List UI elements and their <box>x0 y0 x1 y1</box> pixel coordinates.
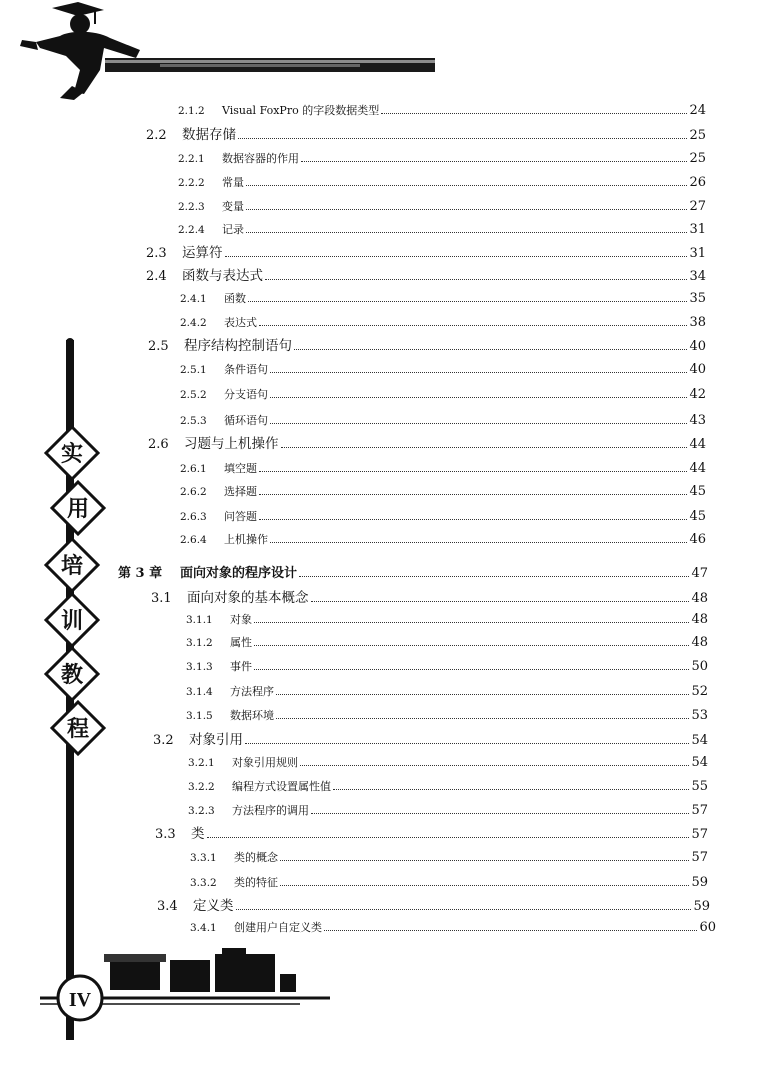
toc-num: 2.4.2 <box>180 317 207 329</box>
toc-page: 31 <box>689 222 706 237</box>
toc-num: 第 3 章 <box>118 566 163 581</box>
toc-title: 数据容器的作用 <box>222 152 299 165</box>
toc-page: 54 <box>691 733 708 748</box>
toc-title: 程序结构控制语句 <box>184 338 292 354</box>
toc-page: 48 <box>691 591 708 606</box>
toc-page: 45 <box>689 509 706 524</box>
toc-num: 2.4.1 <box>180 293 207 305</box>
toc-num: 3.1.3 <box>186 661 213 673</box>
toc-page: 48 <box>691 635 708 650</box>
toc-num: 2.6.4 <box>180 534 207 546</box>
toc-page: 54 <box>691 755 708 770</box>
toc-title: 习题与上机操作 <box>184 436 279 452</box>
toc-page: 38 <box>689 315 706 330</box>
toc-title: 面向对象的程序设计 <box>180 566 298 581</box>
page-number: IV <box>68 989 92 1011</box>
toc-entry-3-3 <box>155 824 708 844</box>
graduate-figure-icon <box>20 2 140 100</box>
toc-num: 2.5.3 <box>180 415 207 427</box>
toc-leader <box>280 885 689 886</box>
toc-page: 40 <box>689 339 706 354</box>
toc-leader <box>270 423 687 424</box>
toc-entry-2-6-1 <box>180 459 706 479</box>
toc-leader <box>281 447 688 448</box>
toc-entry-chapter-3 <box>118 564 708 584</box>
toc-page: 44 <box>689 437 706 452</box>
toc-leader <box>238 138 687 139</box>
toc-leader <box>280 860 689 861</box>
side-title-char-tile <box>46 594 98 646</box>
toc-num: 2.5 <box>148 339 169 354</box>
toc-num: 2.6.3 <box>180 511 207 523</box>
toc-title: 函数 <box>224 292 246 305</box>
toc-entry-3-1-3 <box>186 657 708 677</box>
toc-num: 3.2.2 <box>188 781 215 793</box>
toc-num: 2.2 <box>146 128 167 143</box>
toc-num: 3.1.4 <box>186 686 213 698</box>
toc-page: 55 <box>691 779 708 794</box>
toc-entry-2-2-3 <box>178 197 706 217</box>
toc-page: 52 <box>691 684 708 699</box>
toc-entry-3-2-1 <box>188 753 708 773</box>
bottom-decoration <box>40 940 340 1030</box>
toc-title: 填空题 <box>224 462 257 475</box>
toc-num: 3.1 <box>151 591 172 606</box>
header-banner <box>0 0 759 100</box>
toc-title: 常量 <box>222 176 244 189</box>
toc-entry-3-3-2 <box>190 873 708 893</box>
toc-entry-2-4-2 <box>180 313 706 333</box>
toc-page: 35 <box>689 291 706 306</box>
toc-leader <box>270 372 687 373</box>
toc-title: Visual FoxPro 的字段数据类型 <box>222 104 380 117</box>
toc-leader <box>246 185 687 186</box>
toc-title: 上机操作 <box>224 533 268 546</box>
toc-entry-2-1-2 <box>178 101 706 121</box>
toc-num: 2.2.2 <box>178 177 205 189</box>
toc-entry-2-2-1 <box>178 149 706 169</box>
toc-leader <box>276 718 689 719</box>
toc-page: 50 <box>691 659 708 674</box>
toc-page: 25 <box>689 151 706 166</box>
toc-entry-3-3-1 <box>190 848 708 868</box>
toc-title: 数据环境 <box>230 709 274 722</box>
side-title-char: 实 <box>60 442 84 467</box>
toc-title: 事件 <box>230 660 252 673</box>
toc-entry-3-1-1 <box>186 610 708 630</box>
toc-title: 表达式 <box>224 316 257 329</box>
side-title-char-tile <box>52 482 104 534</box>
toc-title: 类的概念 <box>234 851 278 864</box>
toc-leader <box>311 601 690 602</box>
toc-title: 对象引用规则 <box>232 756 298 769</box>
toc-title: 类的特征 <box>234 876 278 889</box>
toc-num: 3.1.5 <box>186 710 213 722</box>
toc-leader <box>259 494 687 495</box>
toc-title: 变量 <box>222 200 244 213</box>
toc-entry-2-5-1 <box>180 360 706 380</box>
toc-num: 2.4 <box>146 269 167 284</box>
toc-title: 问答题 <box>224 510 257 523</box>
toc-num: 3.1.2 <box>186 637 213 649</box>
toc-num: 2.6.1 <box>180 463 207 475</box>
toc-page: 31 <box>689 246 706 261</box>
side-title-char-tile <box>46 427 98 479</box>
halftone-pattern <box>300 28 430 58</box>
toc-leader <box>265 279 687 280</box>
toc-page: 47 <box>691 566 708 581</box>
toc-entry-2-2 <box>146 125 706 145</box>
toc-num: 2.3 <box>146 246 167 261</box>
toc-leader <box>324 930 697 931</box>
toc-page: 48 <box>691 612 708 627</box>
toc-page: 26 <box>689 175 706 190</box>
toc-leader <box>254 645 689 646</box>
toc-num: 3.3.2 <box>190 877 217 889</box>
toc-page: 43 <box>689 413 706 428</box>
toc-title: 分支语句 <box>224 388 268 401</box>
toc-leader <box>225 256 688 257</box>
toc-page: 57 <box>691 827 708 842</box>
toc-num: 3.4 <box>157 899 178 914</box>
toc-title: 对象 <box>230 613 252 626</box>
toc-page: 46 <box>689 532 706 547</box>
toc-entry-2-2-4 <box>178 220 706 240</box>
toc-entry-2-3 <box>146 243 706 263</box>
toc-num: 3.3.1 <box>190 852 217 864</box>
toc-entry-2-4-1 <box>180 289 706 309</box>
side-title-char: 程 <box>66 717 90 742</box>
toc-leader <box>301 161 687 162</box>
toc-page: 42 <box>689 387 706 402</box>
toc-leader <box>270 397 687 398</box>
toc-page: 25 <box>689 128 706 143</box>
toc-title: 编程方式设置属性值 <box>232 780 331 793</box>
toc-title: 方法程序 <box>230 685 274 698</box>
toc-title: 条件语句 <box>224 363 268 376</box>
toc-num: 3.4.1 <box>190 922 217 934</box>
toc-entry-2-5 <box>148 336 706 356</box>
toc-entry-2-6-4 <box>180 530 706 550</box>
toc-page: 53 <box>691 708 708 723</box>
toc-entry-3-1-4 <box>186 682 708 702</box>
toc-entry-2-5-3 <box>180 411 706 431</box>
toc-page: 44 <box>689 461 706 476</box>
toc-num: 3.3 <box>155 827 176 842</box>
toc-entry-2-2-2 <box>178 173 706 193</box>
machine-illustration-icon <box>104 948 296 992</box>
toc-leader <box>294 349 687 350</box>
toc-entry-2-5-2 <box>180 385 706 405</box>
toc-leader <box>236 909 692 910</box>
toc-num: 3.2 <box>153 733 174 748</box>
toc-num: 3.2.3 <box>188 805 215 817</box>
toc-page: 34 <box>689 269 706 284</box>
toc-page: 59 <box>693 899 710 914</box>
toc-title: 运算符 <box>182 245 223 261</box>
toc-page: 60 <box>699 920 716 935</box>
toc-page: 40 <box>689 362 706 377</box>
side-title-char: 教 <box>60 663 84 688</box>
toc-page: 45 <box>689 484 706 499</box>
toc-entry-3-4 <box>157 896 710 916</box>
toc-leader <box>381 113 687 114</box>
toc-entry-3-2 <box>153 730 708 750</box>
toc-num: 2.5.2 <box>180 389 207 401</box>
toc-page: 59 <box>691 875 708 890</box>
toc-entry-3-1-5 <box>186 706 708 726</box>
toc-page: 24 <box>689 103 706 118</box>
toc-title: 选择题 <box>224 485 257 498</box>
toc-leader <box>245 743 689 744</box>
toc-entry-3-4-1 <box>190 918 716 938</box>
toc-num: 2.6.2 <box>180 486 207 498</box>
toc-title: 属性 <box>230 636 252 649</box>
toc-leader <box>333 789 689 790</box>
toc-leader <box>207 837 690 838</box>
toc-title: 面向对象的基本概念 <box>187 590 309 606</box>
toc-num: 2.2.3 <box>178 201 205 213</box>
toc-entry-2-6-2 <box>180 482 706 502</box>
toc-title: 循环语句 <box>224 414 268 427</box>
toc-num: 2.1.2 <box>178 105 205 117</box>
toc-leader <box>248 301 687 302</box>
side-title-char-tile <box>46 539 98 591</box>
toc-entry-2-6-3 <box>180 507 706 527</box>
toc-leader <box>300 765 689 766</box>
toc-title: 定义类 <box>193 898 234 914</box>
toc-num: 2.5.1 <box>180 364 207 376</box>
toc-title: 函数与表达式 <box>182 268 263 284</box>
toc-entry-3-1-2 <box>186 633 708 653</box>
side-title-char: 用 <box>66 497 90 522</box>
toc-page: 27 <box>689 199 706 214</box>
toc-title: 方法程序的调用 <box>232 804 309 817</box>
toc-leader <box>259 519 687 520</box>
toc-leader <box>246 209 687 210</box>
toc-leader <box>311 813 689 814</box>
toc-leader <box>246 232 687 233</box>
toc-leader <box>254 669 689 670</box>
toc-num: 3.2.1 <box>188 757 215 769</box>
toc-title: 类 <box>191 826 205 842</box>
toc-page: 57 <box>691 850 708 865</box>
side-title-char: 训 <box>60 609 84 634</box>
side-title-char-tile <box>52 702 104 754</box>
side-title-char: 培 <box>60 554 84 579</box>
toc-leader <box>259 471 687 472</box>
toc-title: 数据存储 <box>182 127 236 143</box>
toc-num: 2.2.4 <box>178 224 205 236</box>
toc-leader <box>299 576 689 577</box>
toc-leader <box>270 542 687 543</box>
toc-num: 3.1.1 <box>186 614 213 626</box>
toc-page: 57 <box>691 803 708 818</box>
toc-title: 对象引用 <box>189 732 243 748</box>
toc-entry-3-2-2 <box>188 777 708 797</box>
toc-num: 2.2.1 <box>178 153 205 165</box>
toc-title: 记录 <box>222 223 244 236</box>
toc-leader <box>259 325 687 326</box>
toc-entry-3-1 <box>151 588 708 608</box>
toc-title: 创建用户自定义类 <box>234 921 322 934</box>
toc-num: 2.6 <box>148 437 169 452</box>
toc-entry-2-4 <box>146 266 706 286</box>
toc-leader <box>254 622 689 623</box>
toc-entry-2-6 <box>148 434 706 454</box>
side-title-char-tile <box>46 648 98 700</box>
toc-entry-3-2-3 <box>188 801 708 821</box>
toc-leader <box>276 694 689 695</box>
